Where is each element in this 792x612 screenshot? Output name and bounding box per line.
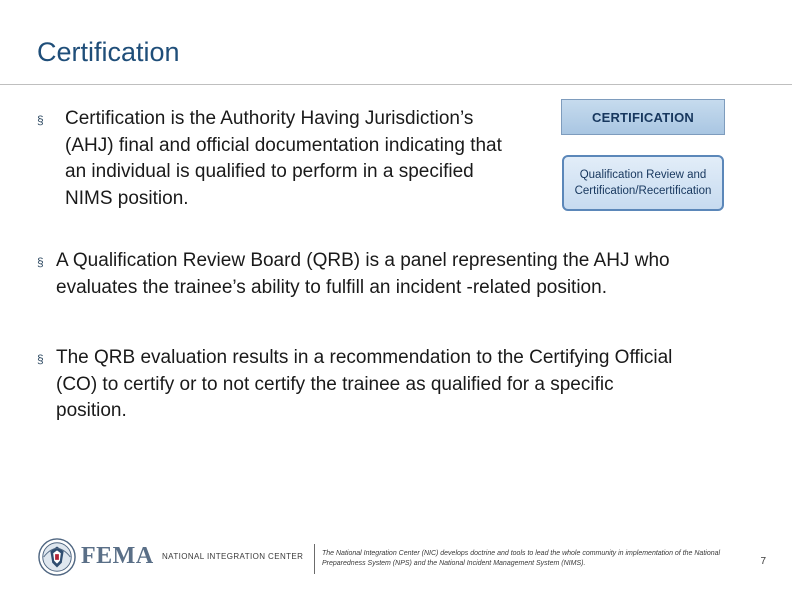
bullet-marker: §: [37, 352, 44, 366]
fema-logo-text: FEMA: [81, 543, 154, 569]
slide-title: Certification: [37, 37, 180, 67]
bullet-item: [37, 248, 687, 301]
bullet-text: The QRB evaluation results in a recommendation to the Certifying Official (CO) to certify or to not certify the trainee as qualified for a specific position.: [56, 347, 673, 421]
qualification-review-line1: Qualification Review and: [579, 169, 707, 181]
title-divider: [0, 84, 792, 85]
qualification-review-box: [562, 155, 724, 211]
bullet-item: [37, 106, 507, 212]
footer-description: The National Integration Center (NIC) develops doctrine and tools to lead the whole community in implementation of the National Preparedness System (NPS) and the National Incident Management System (NIMS).: [322, 550, 721, 567]
qualification-review-line2: Certification/Recertification: [574, 185, 712, 197]
bullet-text: Certification is the Authority Having Jurisdiction’s (AHJ) final and official documentation indicating that an individual is qualified to perform in a specified NIMS position.: [65, 108, 502, 209]
bullet-marker: §: [37, 255, 44, 269]
footer-divider: [314, 544, 315, 574]
certification-box: CERTIFICATION: [561, 99, 725, 135]
bullet-marker: §: [37, 113, 44, 127]
bullet-text: A Qualification Review Board (QRB) is a panel representing the AHJ who evaluates the trainee’s ability to fulfill an incident -related position.: [56, 250, 670, 298]
center-name: NATIONAL INTEGRATION CENTER: [162, 552, 304, 561]
bullet-item: [37, 345, 687, 425]
page-number: 7: [760, 556, 766, 567]
dhs-seal-icon: [38, 538, 76, 576]
